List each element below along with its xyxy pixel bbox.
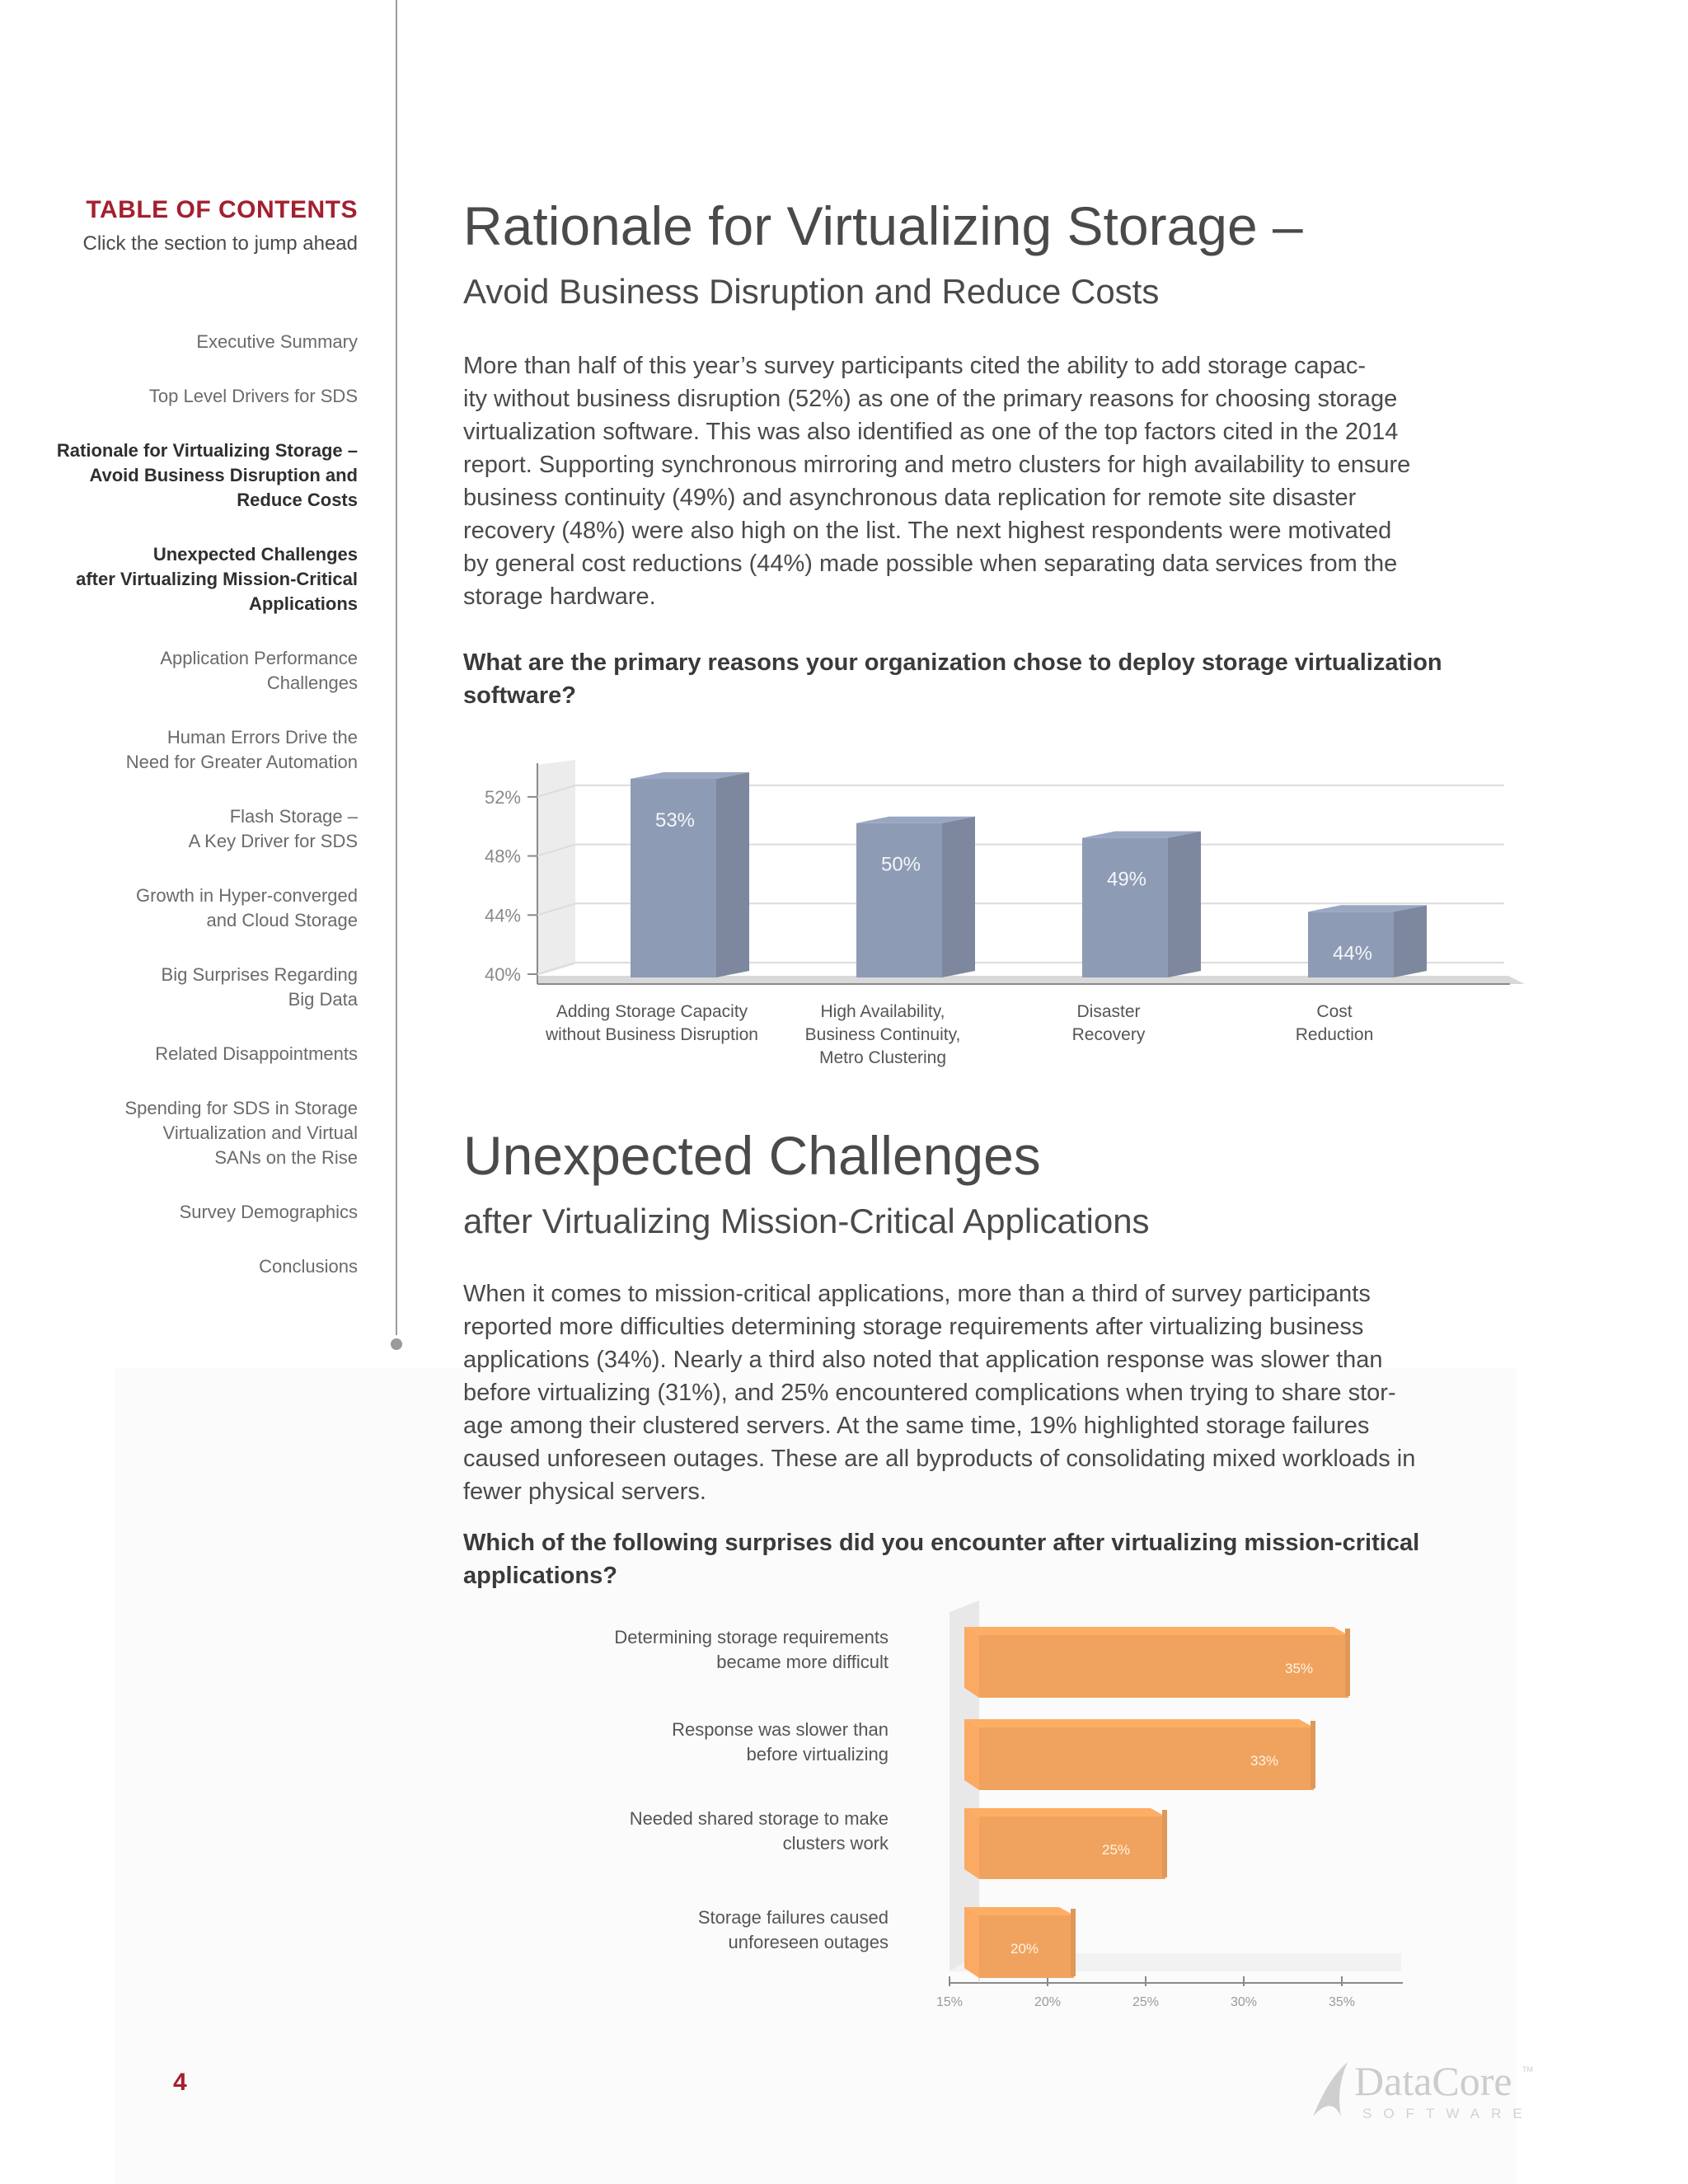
category-label: Needed shared storage to make xyxy=(629,1808,889,1829)
text-line: What are the primary reasons your organization chose to deploy storage virtualization xyxy=(463,649,1442,676)
category-label: Metro Clustering xyxy=(818,1048,947,1067)
category-label: Adding Storage Capacity xyxy=(556,1002,748,1021)
toc-item-line: Unexpected Challenges xyxy=(152,544,358,565)
bar-end xyxy=(1162,1810,1167,1877)
x-tick-label: 30% xyxy=(1230,1995,1258,2009)
toc-item-line: Growth in Hyper-converged xyxy=(135,885,358,906)
x-tick-label: 35% xyxy=(1328,1995,1356,2009)
toc-item-line: Big Data xyxy=(288,989,358,1010)
logo-tagline: SOFTWARE xyxy=(1362,2106,1534,2121)
category-label: Storage failures caused xyxy=(697,1907,889,1928)
text-line: storage hardware. xyxy=(463,583,656,610)
bar-front xyxy=(964,1808,979,1879)
toc-item-10[interactable] xyxy=(12,1042,358,1066)
section1-question xyxy=(463,646,1535,712)
bar-value-label: 33% xyxy=(1250,1753,1279,1769)
section2-paragraph xyxy=(463,1277,1535,1508)
y-tick-label: 40% xyxy=(484,964,521,985)
text-line: fewer physical servers. xyxy=(463,1479,706,1505)
datacore-logo xyxy=(1298,2052,1537,2126)
text-line: reported more difficulties determining storage requirements after virtualizing business xyxy=(463,1314,1364,1340)
text-line: ity without business disruption (52%) as one of the primary reasons for choosing storage xyxy=(463,386,1398,412)
bar-top xyxy=(964,1719,1314,1727)
section2-title: Unexpected Challenges xyxy=(463,1125,1041,1186)
toc-item-7[interactable] xyxy=(12,804,358,854)
toc-item-2[interactable] xyxy=(12,384,358,409)
toc-item-line: Survey Demographics xyxy=(179,1202,358,1222)
text-line: applications? xyxy=(463,1563,617,1589)
logo-wordmark: DataCore xyxy=(1354,2058,1512,2104)
toc-item-13[interactable] xyxy=(12,1254,358,1279)
toc-subtitle: Click the section to jump ahead xyxy=(82,232,358,255)
category-label: High Availability, xyxy=(820,1002,945,1021)
text-line: virtualization software. This was also identified as one of the top factors cited in the 2014 xyxy=(463,419,1399,445)
bar-end xyxy=(1071,1909,1076,1976)
category-label: Reduction xyxy=(1295,1025,1374,1044)
bar-end xyxy=(1345,1629,1350,1696)
category-label: Recovery xyxy=(1071,1025,1146,1044)
toc-item-line: Reduce Costs xyxy=(237,490,358,510)
toc-title: TABLE OF CONTENTS xyxy=(86,196,358,223)
chart-wall xyxy=(537,760,575,976)
toc-item-line: Flash Storage – xyxy=(229,806,358,827)
bar-value-label: 20% xyxy=(1010,1941,1039,1957)
bar-top xyxy=(964,1627,1348,1635)
bar-end xyxy=(1311,1721,1315,1788)
category-label: without Business Disruption xyxy=(546,1025,758,1044)
vertical-bar-chart xyxy=(462,742,1533,1088)
toc-item-line: SANs on the Rise xyxy=(214,1147,358,1168)
bar-value-label: 49% xyxy=(1106,868,1147,891)
toc-item-5[interactable] xyxy=(12,646,358,696)
bar-side xyxy=(1168,832,1201,977)
bar xyxy=(1082,838,1168,977)
text-line: applications (34%). Nearly a third also noted that application response was slower than xyxy=(463,1347,1383,1373)
text-line: business continuity (49%) and asynchronous data replication for remote site disaster xyxy=(463,485,1357,511)
toc-item-line: Need for Greater Automation xyxy=(125,752,358,772)
text-line: caused unforeseen outages. These are all byproducts of consolidating mixed workloads in xyxy=(463,1446,1416,1472)
bar xyxy=(979,1816,1165,1879)
text-line: report. Supporting synchronous mirroring and metro clusters for high availability to ensure xyxy=(463,452,1411,478)
toc-item-11[interactable] xyxy=(12,1096,358,1170)
category-label: Cost xyxy=(1316,1002,1353,1021)
x-tick-label: 20% xyxy=(1034,1995,1062,2009)
y-tick-label: 44% xyxy=(484,905,521,926)
category-label: Response was slower than xyxy=(672,1719,889,1740)
bar-front xyxy=(964,1627,979,1698)
bar-value-label: 44% xyxy=(1332,942,1373,965)
section2-question xyxy=(463,1526,1535,1592)
x-tick-label: 25% xyxy=(1132,1995,1160,2009)
toc-item-line: A Key Driver for SDS xyxy=(188,831,358,851)
text-line: recovery (48%) were also high on the list. The next highest respondents were motivated xyxy=(463,518,1392,544)
category-label: Determining storage requirements xyxy=(614,1627,889,1647)
toc-item-8[interactable] xyxy=(12,883,358,933)
bar-value-label: 25% xyxy=(1101,1842,1131,1858)
toc-list xyxy=(12,330,358,1279)
toc-item-line: Avoid Business Disruption and xyxy=(89,465,358,485)
toc-item-line: Executive Summary xyxy=(196,331,358,352)
category-label: became more difficult xyxy=(716,1652,889,1672)
toc-item-line: Spending for SDS in Storage xyxy=(124,1098,358,1118)
toc-item-line: Top Level Drivers for SDS xyxy=(148,386,358,406)
bar-side xyxy=(1394,905,1427,977)
horizontal-bar-chart xyxy=(462,1591,1451,2036)
toc-item-line: Conclusions xyxy=(259,1256,358,1277)
section1-subtitle: Avoid Business Disruption and Reduce Costs xyxy=(463,272,1160,311)
toc-item-line: after Virtualizing Mission-Critical xyxy=(76,569,358,589)
y-tick-label: 52% xyxy=(484,786,521,808)
category-label: clusters work xyxy=(782,1833,889,1854)
toc-item-line: Application Performance xyxy=(160,648,358,668)
bar-side xyxy=(716,772,749,977)
bar-value-label: 35% xyxy=(1284,1661,1314,1676)
toc-item-6[interactable] xyxy=(12,725,358,775)
category-label: Disaster xyxy=(1076,1002,1141,1021)
bar-top xyxy=(964,1808,1165,1816)
toc-item-4[interactable] xyxy=(12,542,358,616)
logo-tm: TM xyxy=(1522,2065,1533,2074)
toc-item-line: Rationale for Virtualizing Storage – xyxy=(56,440,358,461)
toc-item-line: Challenges xyxy=(266,673,358,693)
text-line: Which of the following surprises did you encounter after virtualizing mission-critical xyxy=(463,1530,1420,1556)
logo-mark-icon xyxy=(1313,2062,1348,2116)
text-line: When it comes to mission-critical applications, more than a third of survey participants xyxy=(463,1281,1371,1307)
toc-item-12[interactable] xyxy=(12,1200,358,1225)
toc-item-line: Big Surprises Regarding xyxy=(161,964,358,985)
text-line: More than half of this year’s survey participants cited the ability to add storage capac- xyxy=(463,353,1367,379)
bar-top xyxy=(964,1907,1074,1915)
toc-divider xyxy=(396,0,397,1335)
section1-paragraph xyxy=(463,349,1535,613)
bar-front xyxy=(964,1907,979,1978)
text-line: age among their clustered servers. At the same time, 19% highlighted storage failures xyxy=(463,1413,1370,1439)
text-line: by general cost reductions (44%) made possible when separating data services from the xyxy=(463,551,1398,577)
category-label: Business Continuity, xyxy=(804,1025,961,1044)
toc-item-1[interactable] xyxy=(12,330,358,354)
bar-value-label: 53% xyxy=(654,808,696,832)
bar-value-label: 50% xyxy=(880,853,921,876)
toc-item-3[interactable] xyxy=(12,438,358,513)
category-label: before virtualizing xyxy=(746,1744,889,1765)
text-line: software? xyxy=(463,682,576,709)
text-line: before virtualizing (31%), and 25% encountered complications when trying to share stor- xyxy=(463,1380,1396,1406)
category-label: unforeseen outages xyxy=(728,1932,889,1952)
bar-front xyxy=(964,1719,979,1790)
toc-item-line: Related Disappointments xyxy=(155,1043,358,1064)
toc-item-line: and Cloud Storage xyxy=(206,910,358,930)
toc-item-9[interactable] xyxy=(12,963,358,1012)
y-tick-label: 48% xyxy=(484,846,521,867)
toc-item-line: Applications xyxy=(248,593,358,614)
section2-subtitle: after Virtualizing Mission-Critical Applications xyxy=(463,1202,1150,1240)
toc-item-line: Virtualization and Virtual xyxy=(162,1122,358,1143)
x-tick-label: 15% xyxy=(935,1995,964,2009)
scroll-indicator-dot xyxy=(391,1338,402,1350)
bar-side xyxy=(942,817,975,977)
bar xyxy=(856,823,942,977)
page-number: 4 xyxy=(173,2069,187,2096)
toc-item-line: Human Errors Drive the xyxy=(166,727,358,748)
section1-title: Rationale for Virtualizing Storage – xyxy=(463,195,1303,256)
